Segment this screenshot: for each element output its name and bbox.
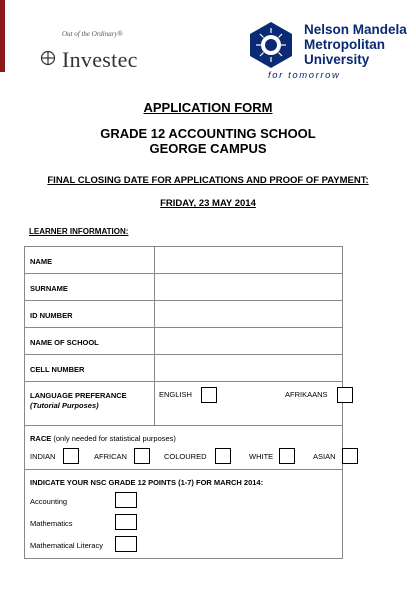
white-label: WHITE bbox=[249, 452, 274, 461]
learner-info-heading: LEARNER INFORMATION: bbox=[29, 227, 129, 236]
cell-number-field[interactable] bbox=[155, 355, 342, 381]
english-checkbox[interactable] bbox=[201, 387, 217, 403]
english-label: ENGLISH bbox=[159, 390, 192, 399]
closing-date: FRIDAY, 23 MAY 2014 bbox=[160, 198, 256, 209]
language-options bbox=[155, 382, 342, 425]
accounting-points-box[interactable] bbox=[115, 492, 137, 508]
name-label: NAME bbox=[25, 247, 155, 273]
nmmu-name-line-1: Nelson Mandela bbox=[304, 22, 407, 37]
form-title: APPLICATION FORM bbox=[143, 100, 273, 115]
nmmu-name-line-2: Metropolitan bbox=[304, 37, 385, 52]
indian-label: INDIAN bbox=[30, 452, 56, 461]
investec-logo bbox=[36, 30, 166, 78]
name-field[interactable] bbox=[155, 247, 342, 273]
cell-number-label: CELL NUMBER bbox=[25, 355, 155, 381]
maths-literacy-label: Mathematical Literacy bbox=[30, 541, 103, 550]
id-number-row bbox=[25, 301, 342, 328]
campus-title: GEORGE CAMPUS bbox=[149, 141, 267, 156]
closing-note: FINAL CLOSING DATE FOR APPLICATIONS AND PROOF OF PAYMENT: bbox=[47, 175, 369, 186]
surname-row bbox=[25, 274, 342, 301]
language-label bbox=[25, 382, 155, 425]
id-number-field[interactable] bbox=[155, 301, 342, 327]
application-form-table bbox=[24, 246, 343, 559]
asian-checkbox[interactable] bbox=[342, 448, 358, 464]
surname-label: SURNAME bbox=[25, 274, 155, 300]
coloured-checkbox[interactable] bbox=[215, 448, 231, 464]
nmmu-crest-icon bbox=[246, 20, 296, 70]
school-title: GRADE 12 ACCOUNTING SCHOOL bbox=[100, 126, 316, 141]
nmmu-logo bbox=[244, 18, 414, 84]
race-row bbox=[25, 426, 342, 470]
race-label bbox=[30, 434, 176, 443]
maths-literacy-points-box[interactable] bbox=[115, 536, 137, 552]
afrikaans-label: AFRIKAANS bbox=[285, 390, 328, 399]
race-label-bold: RACE bbox=[30, 434, 52, 443]
race-label-note: (only needed for statistical purposes) bbox=[51, 434, 176, 443]
mathematics-points-box[interactable] bbox=[115, 514, 137, 530]
nmmu-motto: for tomorrow bbox=[268, 70, 341, 81]
coloured-label: COLOURED bbox=[164, 452, 207, 461]
id-number-label: ID NUMBER bbox=[25, 301, 155, 327]
mathematics-label: Mathematics bbox=[30, 519, 73, 528]
asian-label: ASIAN bbox=[313, 452, 336, 461]
african-checkbox[interactable] bbox=[134, 448, 150, 464]
language-sublabel: (Tutorial Purposes) bbox=[30, 401, 99, 410]
white-checkbox[interactable] bbox=[279, 448, 295, 464]
afrikaans-checkbox[interactable] bbox=[337, 387, 353, 403]
accounting-label: Accounting bbox=[30, 497, 68, 506]
name-row bbox=[25, 247, 342, 274]
nsc-points-section bbox=[25, 470, 342, 558]
language-row bbox=[25, 382, 342, 426]
school-name-label: NAME OF SCHOOL bbox=[25, 328, 155, 354]
surname-field[interactable] bbox=[155, 274, 342, 300]
nmmu-name bbox=[304, 22, 407, 67]
investec-zebra-icon bbox=[40, 50, 56, 66]
investec-tagline: Out of the Ordinary® bbox=[62, 30, 123, 38]
nsc-points-label: INDICATE YOUR NSC GRADE 12 POINTS (1-7) FOR MARCH 2014: bbox=[30, 478, 264, 487]
african-label: AFRICAN bbox=[94, 452, 127, 461]
accent-bar bbox=[0, 0, 5, 72]
language-label-text: LANGUAGE PREFERANCE bbox=[30, 391, 127, 400]
school-name-field[interactable] bbox=[155, 328, 342, 354]
investec-wordmark: Investec bbox=[62, 47, 138, 72]
school-name-row bbox=[25, 328, 342, 355]
cell-number-row bbox=[25, 355, 342, 382]
nmmu-name-line-3: University bbox=[304, 52, 370, 67]
indian-checkbox[interactable] bbox=[63, 448, 79, 464]
